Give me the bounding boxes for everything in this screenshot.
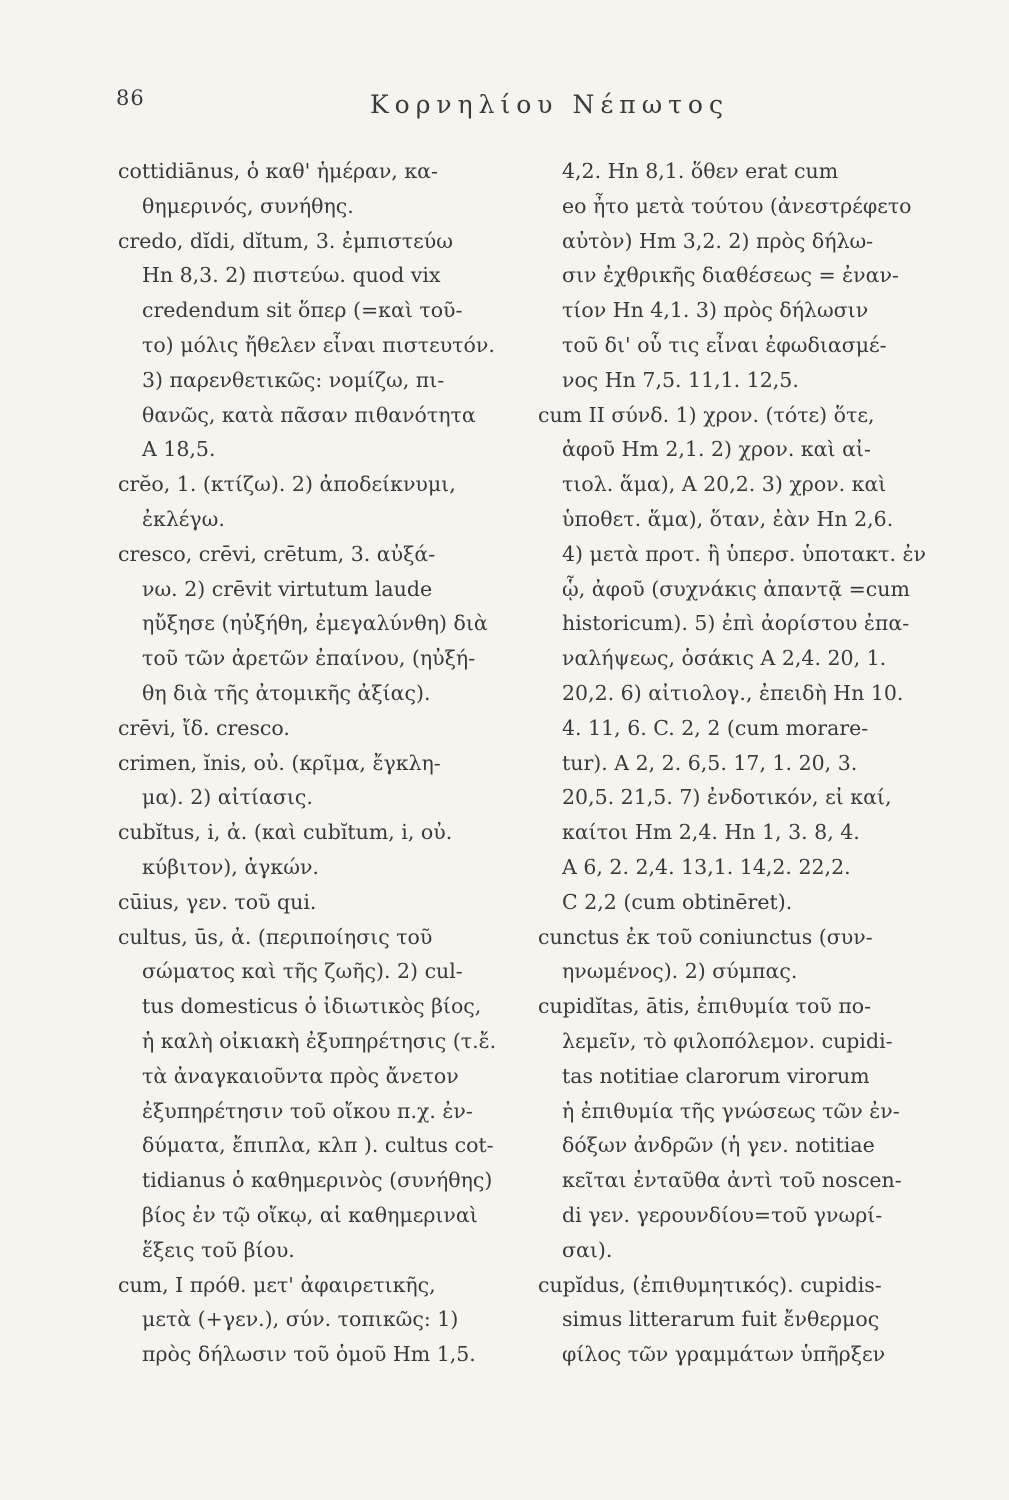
entry-line: cum II σύνδ. 1) χρον. (τότε) ὅτε, [538, 402, 875, 427]
entry-line: tur). A 2, 2. 6,5. 17, 1. 20, 3. [562, 750, 858, 775]
entry-line: cum, I πρόθ. μετ' ἀφαιρετικῆς, [118, 1272, 436, 1297]
entry-line: simus litterarum fuit ἔνθερμος [562, 1307, 880, 1332]
right-column [538, 154, 960, 1372]
entry-line: θανῶς, κατὰ πᾶσαν πιθανότητα [142, 402, 476, 427]
entry-line: cupĭdus, (ἐπιθυμητικός). cupidis- [538, 1272, 882, 1297]
entry-line: cottidiānus, ὁ καθ' ἡμέραν, κα- [118, 159, 438, 183]
page-number: 86 [116, 86, 145, 110]
entry-line: ἀφοῦ Hm 2,1. 2) χρον. καὶ αἰ- [562, 437, 871, 462]
entry-line: ᾧ, ἀφοῦ (συχνάκις ἀπαντᾷ =cum [562, 576, 910, 601]
entry-line: καίτοι Hm 2,4. Hn 1, 3. 8, 4. [562, 820, 860, 845]
entry-line: cubĭtus, i, ἀ. (καὶ cubĭtum, i, οὐ. [118, 820, 453, 845]
entry-line: το) μόλις ἤθελεν εἶναι πιστευτόν. [142, 332, 495, 357]
entry-line: 4. 11, 6. C. 2, 2 (cum morare- [562, 715, 869, 740]
entry-line: σώματος καὶ τῆς ζωῆς). 2) cul- [142, 959, 463, 984]
entry-line: credo, dĭdi, dĭtum, 3. ἐμπιστεύω [118, 228, 453, 253]
entry-line: 4,2. Hn 8,1. ὅθεν erat cum [562, 159, 839, 183]
entry-line: λεμεῖν, τὸ φιλοπόλεμον. cupidi- [562, 1028, 893, 1053]
entry-line: αὐτὸν) Hm 3,2. 2) πρὸς δήλω- [562, 228, 874, 253]
entry-line: πρὸς δήλωσιν τοῦ ὁμοῦ Hm 1,5. [142, 1342, 476, 1367]
entry-line: cūius, γεν. τοῦ qui. [118, 889, 317, 914]
entry-line: θη διὰ τῆς ἀτομικῆς ἀξίας). [142, 680, 431, 705]
entry-line: βίος ἐν τῷ οἴκῳ, αἱ καθημεριναὶ [142, 1202, 478, 1227]
entry-line: crimen, ĭnis, οὐ. (κρῖμα, ἔγκλη- [118, 750, 441, 775]
entry-line: crēvi, ἴδ. cresco. [118, 715, 290, 740]
entry-line: tas notitiae clarorum virorum [562, 1063, 870, 1088]
entry-line: historicum). 5) ἐπὶ ἀορίστου ἐπα- [562, 611, 910, 636]
entry-line: cupidĭtas, ātis, ἐπιθυμία τοῦ πο- [538, 994, 872, 1019]
entry-line: ἐκλέγω. [142, 506, 225, 531]
entry-line: ἡ ἐπιθυμία τῆς γνώσεως τῶν ἐν- [562, 1098, 900, 1123]
entry-line: τοῦ τῶν ἀρετῶν ἐπαίνου, (ηὐξή- [142, 646, 476, 671]
entry-line: 20,5. 21,5. 7) ἐνδοτικόν, εἰ καί, [562, 785, 892, 810]
entry-line: νω. 2) crēvit virtutum laude [142, 576, 433, 601]
entry-line: ὑποθετ. ἅμα), ὅταν, ἐὰν Hn 2,6. [562, 506, 894, 531]
entry-line: tidianus ὁ καθημερινὸς (συνήθης) [142, 1168, 493, 1193]
entry-line: cultus, ūs, ἀ. (περιποίησις τοῦ [118, 924, 433, 949]
entry-line: νος Hn 7,5. 11,1. 12,5. [562, 367, 799, 392]
entry-line: 20,2. 6) αἰτιολογ., ἐπειδὴ Hn 10. [562, 680, 904, 705]
entry-line: Hn 8,3. 2) πιστεύω. quod vix [142, 263, 441, 288]
entry-line: ηὔξησε (ηὐξήθη, ἐμεγαλύνθη) διὰ [142, 611, 488, 636]
entry-line: κεῖται ἐνταῦθα ἀντὶ τοῦ noscen- [562, 1168, 902, 1193]
entry-line: ἡ καλὴ οἰκιακὴ ἐξυπηρέτησις (τ.ἔ. [142, 1028, 497, 1053]
entry-line: A 18,5. [142, 437, 216, 462]
entry-line: cresco, crēvi, crētum, 3. αὐξά- [118, 541, 436, 566]
entry-line: σιν ἐχθρικῆς διαθέσεως = ἐναν- [562, 263, 899, 288]
entry-line: μετὰ (+γεν.), σύν. τοπικῶς: 1) [142, 1307, 459, 1332]
running-title: Κορνηλίου Νέπωτος [370, 90, 729, 119]
entry-line: δύματα, ἔπιπλα, κλπ ). cultus cot- [142, 1133, 494, 1158]
entry-line: δόξων ἀνδρῶν (ἡ γεν. notitiae [562, 1133, 875, 1158]
entry-line: θημερινός, συνήθης. [142, 193, 354, 218]
entry-line: eo ἦτο μετὰ τούτου (ἀνεστρέφετο [562, 193, 912, 218]
entry-line: 4) μετὰ προτ. ἢ ὑπερσ. ὑποτακτ. ἐν [562, 541, 926, 566]
entry-line: ἐξυπηρέτησιν τοῦ οἴκου π.χ. ἐν- [142, 1098, 473, 1123]
entry-line: τοῦ δι' οὗ τις εἶναι ἐφωδιασμέ- [562, 332, 887, 357]
entry-line: τὰ ἀναγκαιοῦντα πρὸς ἄνετον [142, 1063, 459, 1088]
entry-line: credendum sit ὅπερ (=καὶ τοῦ- [142, 298, 463, 323]
entry-line: cunctus ἐκ τοῦ coniunctus (συν- [538, 924, 873, 949]
entry-line: ναλήψεως, ὁσάκις A 2,4. 20, 1. [562, 646, 887, 671]
entry-line: A 6, 2. 2,4. 13,1. 14,2. 22,2. [562, 854, 851, 879]
entry-line: σαι). [562, 1237, 613, 1262]
entry-line: τιολ. ἅμα), A 20,2. 3) χρον. καὶ [562, 472, 887, 497]
entry-line: μα). 2) αἰτίασις. [142, 785, 313, 810]
entry-line: 3) παρενθετικῶς: νομίζω, πι- [142, 367, 445, 392]
entry-line: C 2,2 (cum obtinēret). [562, 889, 793, 914]
entry-line: tus domesticus ὁ ἰδιωτικὸς βίος, [142, 994, 482, 1019]
entry-line: crĕo, 1. (κτίζω). 2) ἀποδείκνυμι, [118, 472, 456, 497]
entry-line: ἕξεις τοῦ βίου. [142, 1237, 295, 1262]
entry-line: di γεν. γερουνδίου=τοῦ γνωρί- [562, 1202, 883, 1227]
entry-line: τίον Hn 4,1. 3) πρὸς δήλωσιν [562, 298, 869, 323]
entry-line: φίλος τῶν γραμμάτων ὑπῆρξεν [562, 1342, 886, 1367]
entry-line: κύβιτον), ἀγκών. [142, 854, 319, 879]
entry-line: ηνωμένος). 2) σύμπας. [562, 959, 798, 984]
left-column [118, 154, 522, 1372]
